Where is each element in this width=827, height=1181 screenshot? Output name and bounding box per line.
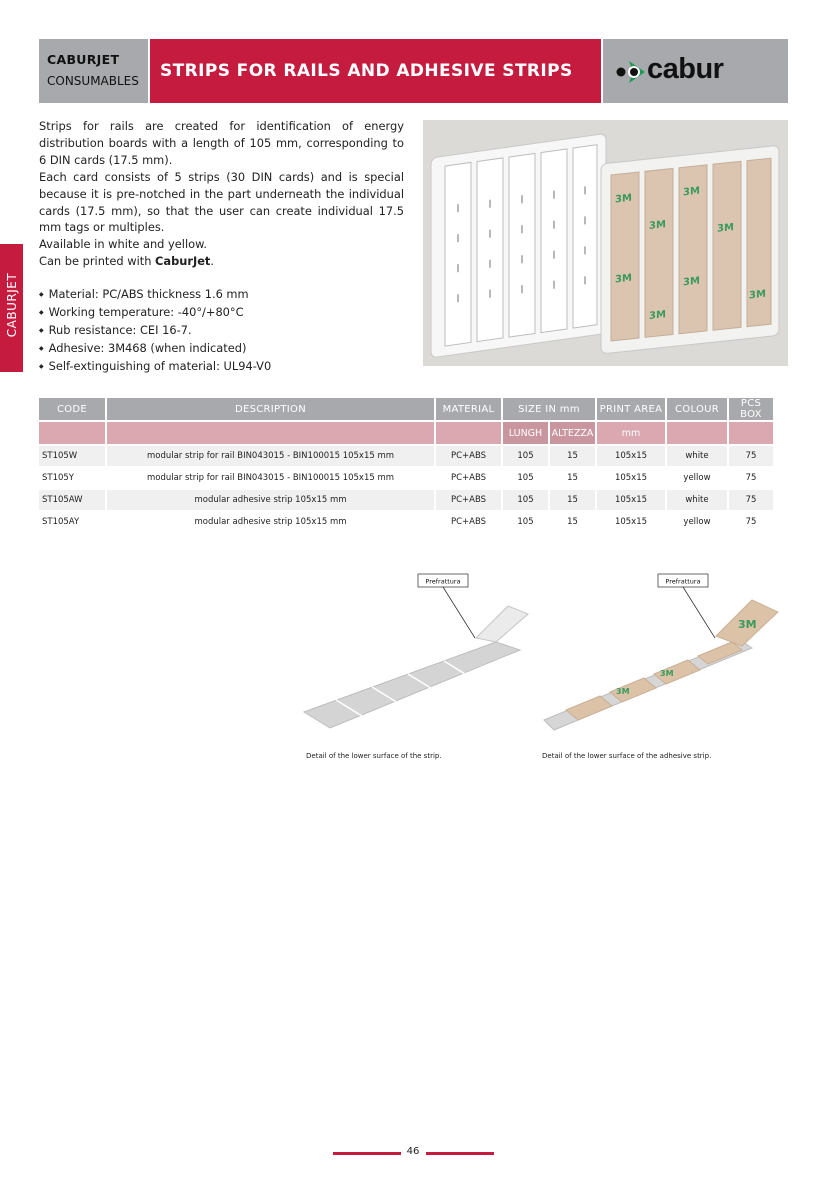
strip-detail-illustration xyxy=(300,570,530,740)
product-table xyxy=(37,396,775,534)
cell-print-area: 105x15 xyxy=(614,517,648,527)
col-colour: COLOUR xyxy=(667,398,727,420)
intro-p4-prefix: Can be printed with xyxy=(39,254,156,269)
prefrattura-label: Prefrattura xyxy=(665,577,701,586)
adhesive-3m-mark: 3M xyxy=(649,309,666,322)
pointer-line xyxy=(443,587,475,638)
spec-item: ◆ Adhesive: 3M468 (when indicated) xyxy=(39,340,404,358)
adhesive-3m-mark: 3M xyxy=(649,219,666,232)
cell-code: ST105AY xyxy=(42,517,80,527)
intro-paragraph-1: Strips for rails are created for identification of energy distribution boards with a length of 105 mm, corresponding to 6 DIN cards (17.5 mm). xyxy=(39,119,404,167)
col-description: DESCRIPTION xyxy=(107,398,434,420)
intro-paragraph-4 xyxy=(39,253,404,270)
cell-code: ST105AW xyxy=(39,490,105,510)
intro-text xyxy=(39,118,404,376)
col-material: MATERIAL xyxy=(436,398,501,420)
table-row xyxy=(39,490,773,510)
cell-print-area: 105x15 xyxy=(597,446,665,466)
cell-material: PC+ABS xyxy=(450,517,487,527)
adhesive-3m-mark: 3M xyxy=(615,192,632,206)
strip-detail-caption: Detail of the lower surface of the strip. xyxy=(306,752,442,760)
subheader-cell xyxy=(729,422,773,444)
cell-altezza: 15 xyxy=(550,490,595,510)
footer-rule-left xyxy=(333,1152,401,1155)
footer-rule-right xyxy=(426,1152,494,1155)
cell-pcs: 75 xyxy=(745,517,757,527)
adhesive-3m-mark: 3M xyxy=(738,618,757,631)
adhesive-strip-caption: Detail of the lower surface of the adhesive strip. xyxy=(542,752,712,760)
cell-pcs: 75 xyxy=(729,446,773,466)
cell-colour: white xyxy=(667,446,727,466)
table-row xyxy=(39,446,773,466)
cell-altezza: 15 xyxy=(567,473,578,483)
adhesive-3m-mark: 3M xyxy=(749,288,766,302)
intro-paragraph-2: Each card consists of 5 strips (30 DIN cards) and is special because it is pre-notched in the part underneath the individual cards (17.5 mm), so that the user can create individual 17.5 mm tags or multiples. xyxy=(39,169,404,235)
adhesive-3m-mark: 3M xyxy=(660,669,674,678)
header-title-block xyxy=(150,39,601,103)
adhesive-card xyxy=(601,145,779,354)
table-row xyxy=(39,512,773,532)
side-tab-label: CABURJET xyxy=(5,272,19,338)
cell-description: modular strip for rail BIN043015 - BIN100015 105x15 mm xyxy=(107,446,434,466)
strip-bent-end xyxy=(476,606,528,642)
cell-material: PC+ABS xyxy=(436,446,501,466)
cell-pcs: 75 xyxy=(745,473,757,483)
subheader-cell xyxy=(436,422,501,444)
col-size: SIZE IN mm xyxy=(503,398,595,420)
subheader-mm: mm xyxy=(597,422,665,444)
adhesive-3m-mark: 3M xyxy=(615,272,632,286)
cabur-logo-mark-icon xyxy=(615,57,649,87)
side-section-tab xyxy=(0,244,23,372)
cell-code: ST105W xyxy=(39,446,105,466)
page-title: STRIPS FOR RAILS AND ADHESIVE STRIPS xyxy=(160,61,573,81)
cell-material: PC+ABS xyxy=(436,490,501,510)
spec-list xyxy=(39,286,404,376)
page-number: 46 xyxy=(406,1146,420,1157)
adhesive-3m-mark: 3M xyxy=(717,222,734,235)
table-row xyxy=(39,468,773,488)
header-category-block xyxy=(39,39,148,103)
cell-code: ST105Y xyxy=(42,473,75,483)
pointer-line xyxy=(683,587,715,638)
logo-word: cabur xyxy=(647,53,724,85)
cell-material: PC+ABS xyxy=(450,473,487,483)
adhesive-3m-mark: 3M xyxy=(683,275,700,289)
table-header-row xyxy=(39,398,773,420)
cell-pcs: 75 xyxy=(729,490,773,510)
cabur-logo xyxy=(603,39,788,103)
col-code: CODE xyxy=(39,398,105,420)
spec-item: ◆ Rub resistance: CEI 16-7. xyxy=(39,322,404,340)
spec-item: ◆ Working temperature: -40°/+80°C xyxy=(39,304,404,322)
subheader-cell xyxy=(39,422,105,444)
strip-detail-figure xyxy=(300,570,530,740)
cell-print-area: 105x15 xyxy=(614,473,648,483)
adhesive-3m-mark: 3M xyxy=(683,185,700,199)
spec-item: ◆ Self-extinguishing of material: UL94-V0 xyxy=(39,358,404,376)
cell-description: modular strip for rail BIN043015 - BIN100015 105x15 mm xyxy=(146,473,395,483)
table-subheader-row xyxy=(39,422,773,444)
cell-print-area: 105x15 xyxy=(597,490,665,510)
intro-paragraph-3: Available in white and yellow. xyxy=(39,237,207,252)
cell-description: modular adhesive strip 105x15 mm xyxy=(107,490,434,510)
cell-colour: yellow xyxy=(683,517,711,527)
cell-lungh: 105 xyxy=(503,490,548,510)
subheader-lungh: LUNGH xyxy=(503,422,548,444)
cell-altezza: 15 xyxy=(550,446,595,466)
cell-colour: yellow xyxy=(683,473,711,483)
strip-cards-illustration xyxy=(423,120,788,366)
cell-lungh: 105 xyxy=(503,446,548,466)
spec-item: ◆ Material: PC/ABS thickness 1.6 mm xyxy=(39,286,404,304)
cell-colour: white xyxy=(667,490,727,510)
subheader-cell xyxy=(667,422,727,444)
adhesive-3m-mark: 3M xyxy=(616,687,630,696)
cell-lungh: 105 xyxy=(517,473,534,483)
adhesive-strip-illustration xyxy=(540,570,790,740)
col-print-area: PRINT AREA xyxy=(597,398,665,420)
cell-altezza: 15 xyxy=(567,517,578,527)
header-category: CONSUMABLES xyxy=(47,74,139,88)
col-pcs-box: PCS BOX xyxy=(729,398,773,420)
product-photo xyxy=(423,120,788,366)
white-card xyxy=(431,133,606,358)
cell-lungh: 105 xyxy=(517,517,534,527)
header-brand: CABURJET xyxy=(47,52,120,67)
intro-p4-suffix: . xyxy=(210,254,215,269)
strip-surface xyxy=(304,642,520,728)
subheader-cell xyxy=(107,422,434,444)
adhesive-strip-detail-figure xyxy=(540,570,790,740)
cell-description: modular adhesive strip 105x15 mm xyxy=(194,517,347,527)
prefrattura-label: Prefrattura xyxy=(425,577,461,586)
caburjet-name: CaburJet xyxy=(155,254,211,269)
subheader-altezza: ALTEZZA xyxy=(550,422,595,444)
